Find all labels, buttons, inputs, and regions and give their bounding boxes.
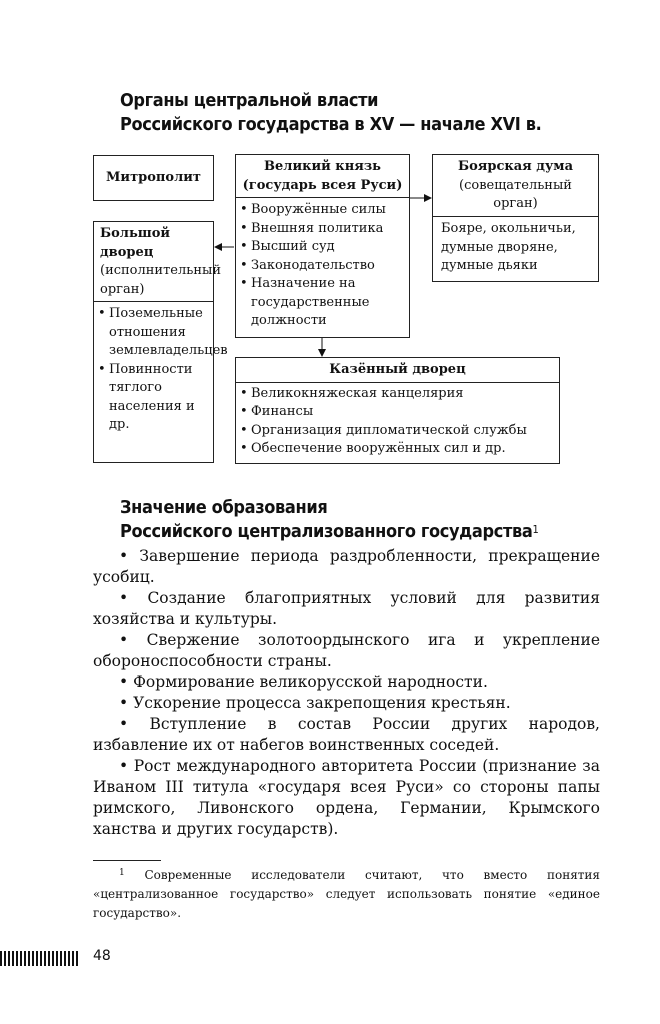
list-item: • Ускорение процесса закрепощения крестьян. (119, 694, 511, 712)
boyar-duma-subtitle: (совещательный орган) (459, 177, 572, 211)
heading-line-2: Российского государства в XV — начале XVI в. (120, 114, 542, 135)
grand-prince-title (236, 155, 409, 198)
heading-line-2 (120, 520, 538, 544)
list-item: • Великокняжеская канцелярия (238, 385, 553, 404)
grand-palace-header (94, 222, 221, 302)
box-grand-prince (235, 154, 410, 338)
list-item: • Рост международного авторитета России (признание за Иваном III титула «государя всея Руси» со стороны папы римского, Ливонского ордена, Германии, Крымского ханства и других государств). (93, 757, 600, 838)
significance-list (93, 546, 600, 840)
list-item: • Финансы (238, 403, 553, 422)
list-item: • Поземельные отношения землевладельцев (96, 305, 209, 361)
heading-line-1: Органы центральной власти (120, 90, 379, 111)
footnote-divider (93, 860, 161, 861)
boyar-duma-header (433, 155, 598, 217)
grand-palace-subtitle: (исполнительный орган) (100, 263, 221, 297)
grand-prince-title-line-1: Великий князь (264, 159, 381, 174)
treasury-palace-title: Казённый дворец (236, 358, 559, 383)
grand-palace-list (94, 302, 228, 435)
list-item: • Завершение периода раздробленности, прекращение усобиц. (93, 547, 600, 586)
list-item: • Законодательство (238, 257, 403, 276)
boyar-duma-members: Бояре, окольничьи, думные дворяне, думные дьяки (441, 221, 576, 273)
footnote (93, 866, 600, 923)
box-metropolitan (93, 155, 214, 201)
list-item: • Высший суд (238, 238, 403, 257)
grand-prince-powers-list (236, 198, 409, 331)
page-number: 48 (93, 948, 111, 964)
treasury-palace-list (236, 383, 559, 459)
list-item: • Свержение золотоордынского ига и укрепление обороноспособности страны. (93, 631, 600, 670)
list-item: • Вооружённые силы (238, 201, 403, 220)
list-item: • Назначение на государственные должности (238, 275, 403, 331)
list-item: • Создание благоприятных условий для развития хозяйства и культуры. (93, 589, 600, 628)
metropolitan-label: Митрополит (106, 169, 201, 185)
list-item: • Внешняя политика (238, 220, 403, 239)
footnote-text: Современные исследователи считают, что вместо понятия «централизованное государство» следует использовать понятие «единое государство». (93, 868, 600, 920)
heading-line-2-text: Российского централизованного государства (120, 521, 533, 542)
list-item: • Вступление в состав России других народов, избавление их от набегов воинственных соседей. (93, 715, 600, 754)
box-boyar-duma (432, 154, 599, 282)
grand-prince-title-line-2: (государь всея Руси) (242, 177, 403, 193)
page-edge-marker (0, 951, 80, 966)
list-item: • Обеспечение вооружённых сил и др. (238, 440, 553, 459)
section-heading-significance (120, 496, 538, 544)
footnote-mark: 1 (119, 868, 125, 878)
list-item: • Формирование великорусской народности. (119, 673, 488, 691)
list-item: • Организация дипломатической службы (238, 422, 553, 441)
footnote-reference: 1 (532, 523, 539, 536)
box-treasury-palace (235, 357, 560, 464)
grand-palace-title: Большой дворец (100, 226, 171, 260)
box-grand-palace (93, 221, 228, 463)
boyar-duma-title: Боярская дума (457, 159, 574, 174)
heading-line-1: Значение образования (120, 497, 328, 518)
list-item: • Повинности тяглого населения и др. (96, 361, 209, 435)
